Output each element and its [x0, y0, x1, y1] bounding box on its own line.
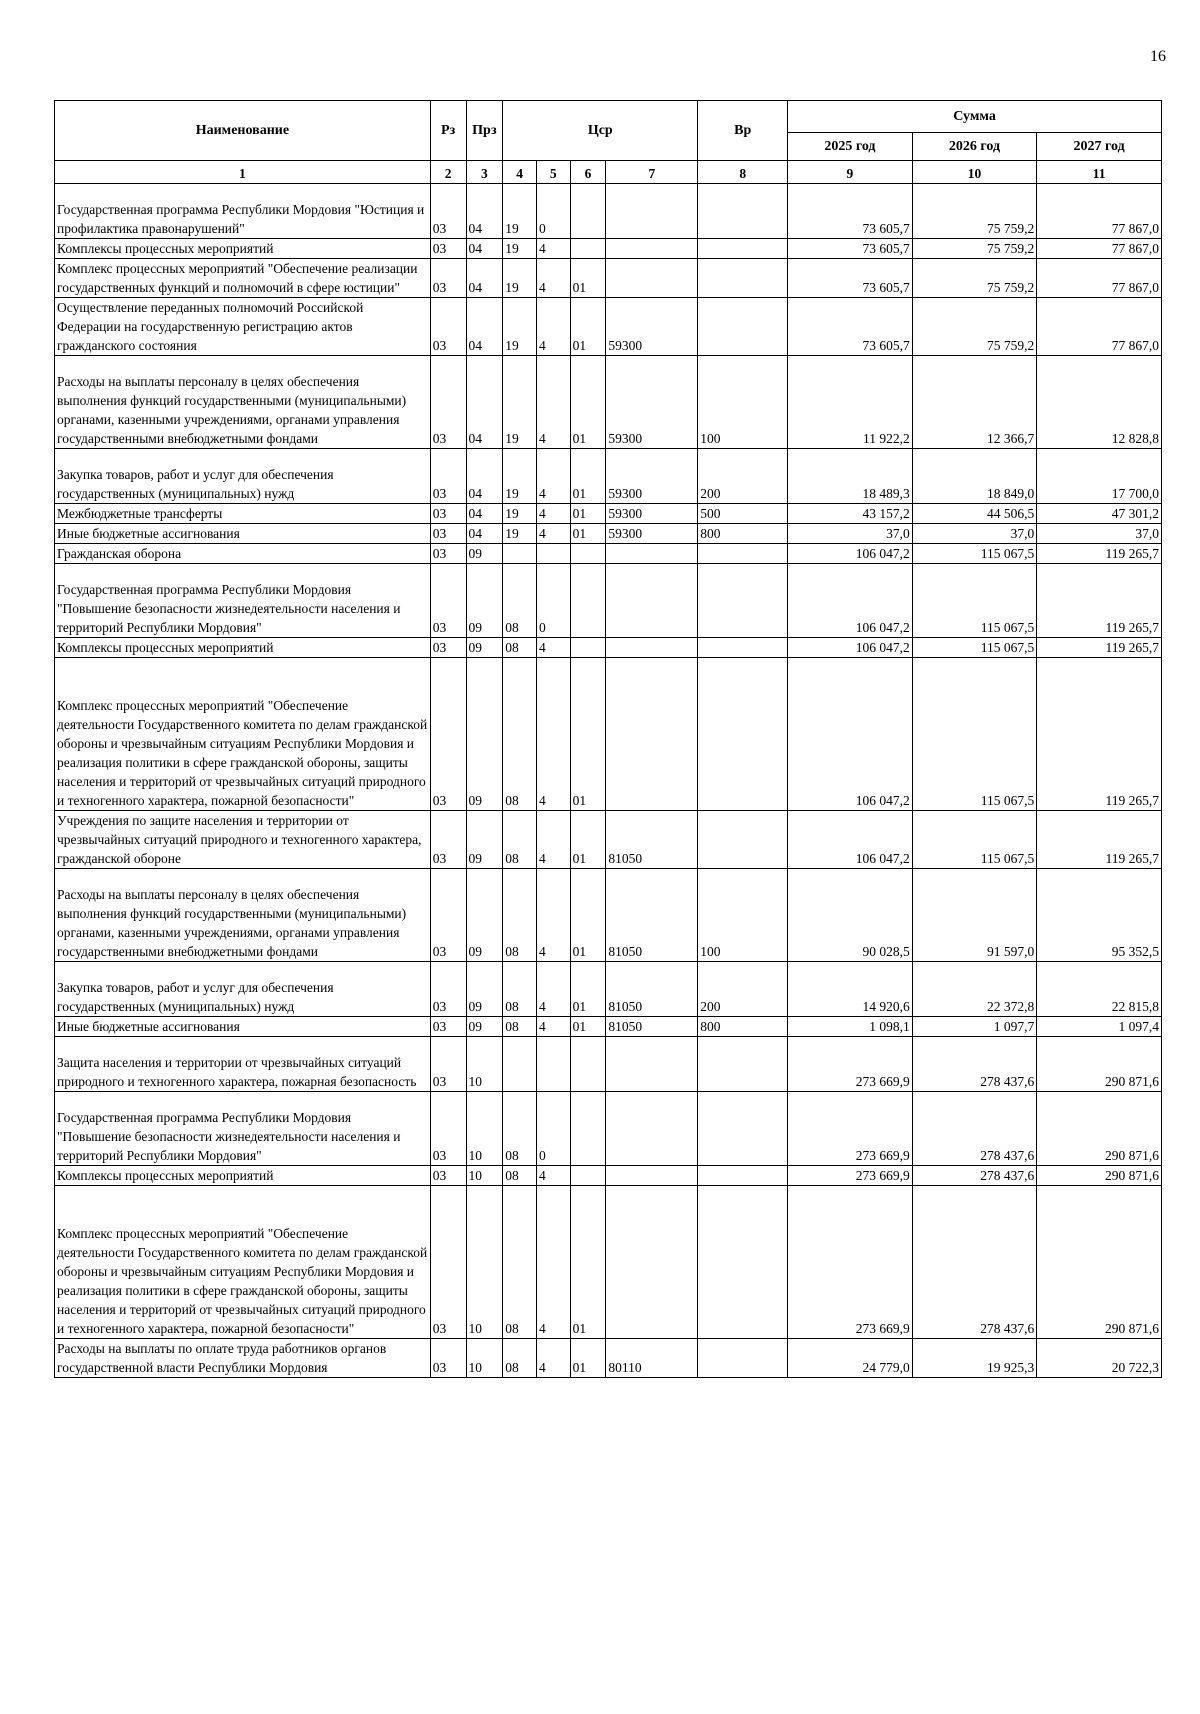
row-name: Иные бюджетные ассигнования — [55, 1017, 431, 1037]
column-number: 6 — [570, 161, 606, 184]
row-vr — [698, 564, 788, 638]
row-sum-2026: 75 759,2 — [912, 298, 1037, 356]
table-row — [55, 449, 1162, 504]
header-name: Наименование — [55, 101, 431, 161]
row-vr — [698, 259, 788, 298]
row-vr: 800 — [698, 524, 788, 544]
row-prz: 04 — [466, 504, 503, 524]
row-sum-2025: 90 028,5 — [788, 869, 913, 962]
row-vr — [698, 1092, 788, 1166]
row-sum-2026: 115 067,5 — [912, 811, 1037, 869]
row-vr — [698, 544, 788, 564]
row-vr — [698, 298, 788, 356]
table-row — [55, 638, 1162, 658]
row-vr — [698, 811, 788, 869]
row-name: Гражданская оборона — [55, 544, 431, 564]
table-row — [55, 1339, 1162, 1378]
row-sum-2026: 44 506,5 — [912, 504, 1037, 524]
row-rz: 03 — [430, 298, 466, 356]
row-tsr-complex: 01 — [570, 449, 606, 504]
column-number: 11 — [1037, 161, 1162, 184]
row-sum-2027: 119 265,7 — [1037, 638, 1162, 658]
row-prz: 04 — [466, 184, 503, 239]
row-tsr-complex: 01 — [570, 1186, 606, 1339]
row-tsr-direction: 59300 — [606, 504, 698, 524]
row-tsr-type: 4 — [536, 504, 570, 524]
row-name: Комплексы процессных мероприятий — [55, 638, 431, 658]
row-sum-2027: 119 265,7 — [1037, 811, 1162, 869]
row-tsr-complex: 01 — [570, 962, 606, 1017]
row-rz: 03 — [430, 524, 466, 544]
row-tsr-direction: 81050 — [606, 1017, 698, 1037]
row-tsr-complex — [570, 239, 606, 259]
row-name: Расходы на выплаты персоналу в целях обеспечения выполнения функций государственными (муниципальными) органами, казенными учреждениями, органами управления государственными внебюджетными фондами — [55, 356, 431, 449]
row-prz: 09 — [466, 638, 503, 658]
row-tsr-program: 08 — [503, 658, 537, 811]
row-sum-2027: 119 265,7 — [1037, 564, 1162, 638]
row-rz: 03 — [430, 1037, 466, 1092]
row-rz: 03 — [430, 544, 466, 564]
column-number: 10 — [912, 161, 1037, 184]
row-tsr-complex: 01 — [570, 504, 606, 524]
row-tsr-program: 19 — [503, 356, 537, 449]
row-tsr-complex: 01 — [570, 1339, 606, 1378]
row-sum-2026: 115 067,5 — [912, 544, 1037, 564]
row-tsr-direction: 59300 — [606, 449, 698, 504]
header-year-2027: 2027 год — [1037, 133, 1162, 161]
row-sum-2025: 43 157,2 — [788, 504, 913, 524]
row-sum-2026: 91 597,0 — [912, 869, 1037, 962]
row-sum-2027: 290 871,6 — [1037, 1186, 1162, 1339]
table-row — [55, 524, 1162, 544]
row-tsr-complex — [570, 1037, 606, 1092]
column-number: 9 — [788, 161, 913, 184]
row-prz: 04 — [466, 259, 503, 298]
row-rz: 03 — [430, 1092, 466, 1166]
row-name: Государственная программа Республики Мордовия "Юстиция и профилактика правонарушений" — [55, 184, 431, 239]
column-number: 5 — [536, 161, 570, 184]
row-rz: 03 — [430, 239, 466, 259]
row-sum-2026: 115 067,5 — [912, 564, 1037, 638]
row-tsr-direction — [606, 1092, 698, 1166]
row-sum-2025: 18 489,3 — [788, 449, 913, 504]
row-rz: 03 — [430, 1339, 466, 1378]
table-row — [55, 1017, 1162, 1037]
row-name: Межбюджетные трансферты — [55, 504, 431, 524]
row-prz: 04 — [466, 298, 503, 356]
row-tsr-complex: 01 — [570, 869, 606, 962]
row-tsr-type: 4 — [536, 524, 570, 544]
row-sum-2025: 273 669,9 — [788, 1186, 913, 1339]
row-tsr-type: 4 — [536, 1186, 570, 1339]
row-tsr-program: 19 — [503, 524, 537, 544]
row-tsr-complex: 01 — [570, 298, 606, 356]
column-number-row — [55, 161, 1162, 184]
row-vr: 200 — [698, 449, 788, 504]
row-prz: 09 — [466, 658, 503, 811]
row-name: Расходы на выплаты персоналу в целях обеспечения выполнения функций государственными (муниципальными) органами, казенными учреждениями, органами управления государственными внебюджетными фондами — [55, 869, 431, 962]
row-tsr-complex — [570, 1166, 606, 1186]
row-tsr-type: 0 — [536, 184, 570, 239]
row-name: Закупка товаров, работ и услуг для обеспечения государственных (муниципальных) нужд — [55, 962, 431, 1017]
row-tsr-direction: 59300 — [606, 356, 698, 449]
row-sum-2026: 115 067,5 — [912, 658, 1037, 811]
row-tsr-program: 08 — [503, 564, 537, 638]
row-tsr-type: 4 — [536, 449, 570, 504]
row-rz: 03 — [430, 1017, 466, 1037]
row-tsr-complex: 01 — [570, 1017, 606, 1037]
row-tsr-type: 4 — [536, 869, 570, 962]
row-tsr-direction: 80110 — [606, 1339, 698, 1378]
row-sum-2026: 278 437,6 — [912, 1186, 1037, 1339]
row-prz: 10 — [466, 1186, 503, 1339]
row-tsr-direction — [606, 544, 698, 564]
row-sum-2025: 14 920,6 — [788, 962, 913, 1017]
row-sum-2025: 106 047,2 — [788, 811, 913, 869]
row-tsr-program: 19 — [503, 184, 537, 239]
table-row — [55, 356, 1162, 449]
row-sum-2026: 75 759,2 — [912, 184, 1037, 239]
page-number: 16 — [1150, 48, 1166, 65]
row-tsr-direction — [606, 259, 698, 298]
row-vr — [698, 638, 788, 658]
table-row — [55, 1166, 1162, 1186]
row-name: Государственная программа Республики Мордовия "Повышение безопасности жизнедеятельности населения и территорий Республики Мордовия" — [55, 564, 431, 638]
row-sum-2027: 119 265,7 — [1037, 544, 1162, 564]
table-row — [55, 239, 1162, 259]
row-rz: 03 — [430, 449, 466, 504]
row-tsr-complex: 01 — [570, 524, 606, 544]
row-prz: 04 — [466, 239, 503, 259]
row-sum-2026: 19 925,3 — [912, 1339, 1037, 1378]
header-year-2025: 2025 год — [788, 133, 913, 161]
row-sum-2027: 37,0 — [1037, 524, 1162, 544]
row-tsr-program — [503, 544, 537, 564]
row-rz: 03 — [430, 638, 466, 658]
row-tsr-type: 4 — [536, 239, 570, 259]
row-tsr-program: 08 — [503, 1186, 537, 1339]
header-prz: Прз — [466, 101, 503, 161]
row-name: Комплекс процессных мероприятий "Обеспечение реализации государственных функций и полномочий в сфере юстиции" — [55, 259, 431, 298]
row-tsr-direction: 81050 — [606, 811, 698, 869]
table-row — [55, 259, 1162, 298]
row-vr: 800 — [698, 1017, 788, 1037]
row-name: Комплексы процессных мероприятий — [55, 1166, 431, 1186]
row-tsr-program: 19 — [503, 504, 537, 524]
row-tsr-type: 4 — [536, 1166, 570, 1186]
row-sum-2025: 1 098,1 — [788, 1017, 913, 1037]
row-prz: 09 — [466, 564, 503, 638]
table-row — [55, 184, 1162, 239]
row-sum-2026: 278 437,6 — [912, 1092, 1037, 1166]
row-tsr-complex — [570, 638, 606, 658]
row-prz: 10 — [466, 1166, 503, 1186]
column-number: 8 — [698, 161, 788, 184]
row-sum-2027: 77 867,0 — [1037, 184, 1162, 239]
row-tsr-program: 19 — [503, 259, 537, 298]
row-sum-2025: 106 047,2 — [788, 544, 913, 564]
row-tsr-program: 08 — [503, 1166, 537, 1186]
row-sum-2027: 290 871,6 — [1037, 1037, 1162, 1092]
row-sum-2027: 290 871,6 — [1037, 1092, 1162, 1166]
table-row — [55, 564, 1162, 638]
row-sum-2027: 77 867,0 — [1037, 239, 1162, 259]
row-sum-2025: 273 669,9 — [788, 1092, 913, 1166]
row-vr: 100 — [698, 356, 788, 449]
row-rz: 03 — [430, 504, 466, 524]
row-tsr-type: 4 — [536, 1017, 570, 1037]
column-number: 2 — [430, 161, 466, 184]
row-tsr-complex: 01 — [570, 811, 606, 869]
row-tsr-direction — [606, 184, 698, 239]
row-name: Комплекс процессных мероприятий "Обеспечение деятельности Государственного комитета по делам гражданской обороны и чрезвычайным ситуациям Республики Мордовия и реализация политики в сфере гражданской обороны, защиты населения и территорий от чрезвычайных ситуаций природного и техногенного характера, пожарной безопасности" — [55, 658, 431, 811]
row-tsr-complex: 01 — [570, 356, 606, 449]
row-sum-2026: 75 759,2 — [912, 259, 1037, 298]
row-tsr-complex — [570, 564, 606, 638]
table-row — [55, 811, 1162, 869]
row-sum-2025: 106 047,2 — [788, 658, 913, 811]
row-vr — [698, 1166, 788, 1186]
row-tsr-program: 08 — [503, 638, 537, 658]
row-rz: 03 — [430, 1166, 466, 1186]
row-sum-2026: 115 067,5 — [912, 638, 1037, 658]
row-name: Закупка товаров, работ и услуг для обеспечения государственных (муниципальных) нужд — [55, 449, 431, 504]
column-number: 4 — [503, 161, 537, 184]
row-vr: 500 — [698, 504, 788, 524]
row-tsr-program: 08 — [503, 1017, 537, 1037]
header-tsr: Цср — [503, 101, 698, 161]
row-prz: 09 — [466, 962, 503, 1017]
row-tsr-type: 4 — [536, 298, 570, 356]
row-prz: 10 — [466, 1339, 503, 1378]
row-prz: 10 — [466, 1037, 503, 1092]
row-tsr-type: 4 — [536, 962, 570, 1017]
row-tsr-type: 0 — [536, 1092, 570, 1166]
row-tsr-direction — [606, 1037, 698, 1092]
row-sum-2027: 22 815,8 — [1037, 962, 1162, 1017]
row-sum-2026: 1 097,7 — [912, 1017, 1037, 1037]
row-tsr-direction — [606, 1186, 698, 1339]
row-sum-2026: 75 759,2 — [912, 239, 1037, 259]
row-tsr-type — [536, 544, 570, 564]
row-sum-2025: 37,0 — [788, 524, 913, 544]
row-tsr-program: 19 — [503, 239, 537, 259]
row-tsr-complex — [570, 544, 606, 564]
row-vr — [698, 658, 788, 811]
row-name: Комплекс процессных мероприятий "Обеспечение деятельности Государственного комитета по делам гражданской обороны и чрезвычайным ситуациям Республики Мордовия и реализация политики в сфере гражданской обороны, защиты населения и территорий от чрезвычайных ситуаций природного и техногенного характера, пожарной безопасности" — [55, 1186, 431, 1339]
row-name: Учреждения по защите населения и территории от чрезвычайных ситуаций природного и техногенного характера, гражданской обороне — [55, 811, 431, 869]
row-tsr-complex: 01 — [570, 259, 606, 298]
row-sum-2027: 17 700,0 — [1037, 449, 1162, 504]
row-sum-2026: 18 849,0 — [912, 449, 1037, 504]
row-sum-2025: 24 779,0 — [788, 1339, 913, 1378]
row-tsr-direction — [606, 564, 698, 638]
row-tsr-direction — [606, 1166, 698, 1186]
row-sum-2027: 290 871,6 — [1037, 1166, 1162, 1186]
row-sum-2025: 273 669,9 — [788, 1037, 913, 1092]
row-vr: 200 — [698, 962, 788, 1017]
row-tsr-program: 08 — [503, 869, 537, 962]
row-tsr-program: 19 — [503, 298, 537, 356]
row-name: Комплексы процессных мероприятий — [55, 239, 431, 259]
row-sum-2026: 22 372,8 — [912, 962, 1037, 1017]
row-prz: 09 — [466, 811, 503, 869]
column-number: 1 — [55, 161, 431, 184]
row-vr — [698, 1339, 788, 1378]
row-name: Государственная программа Республики Мордовия "Повышение безопасности жизнедеятельности населения и территорий Республики Мордовия" — [55, 1092, 431, 1166]
row-vr — [698, 1186, 788, 1339]
row-tsr-direction — [606, 658, 698, 811]
row-tsr-complex — [570, 1092, 606, 1166]
row-tsr-program — [503, 1037, 537, 1092]
row-tsr-program: 08 — [503, 1092, 537, 1166]
row-tsr-direction: 81050 — [606, 962, 698, 1017]
row-tsr-program: 08 — [503, 1339, 537, 1378]
table-row — [55, 658, 1162, 811]
row-rz: 03 — [430, 869, 466, 962]
row-prz: 04 — [466, 356, 503, 449]
row-prz: 10 — [466, 1092, 503, 1166]
row-prz: 09 — [466, 544, 503, 564]
row-rz: 03 — [430, 658, 466, 811]
row-tsr-type — [536, 1037, 570, 1092]
row-tsr-direction — [606, 638, 698, 658]
header-summa: Сумма — [788, 101, 1162, 133]
row-sum-2026: 278 437,6 — [912, 1166, 1037, 1186]
table-row — [55, 869, 1162, 962]
row-prz: 09 — [466, 869, 503, 962]
row-tsr-type: 4 — [536, 1339, 570, 1378]
row-vr — [698, 184, 788, 239]
row-tsr-type: 4 — [536, 356, 570, 449]
table-row — [55, 962, 1162, 1017]
row-sum-2025: 73 605,7 — [788, 184, 913, 239]
row-sum-2025: 73 605,7 — [788, 239, 913, 259]
row-rz: 03 — [430, 259, 466, 298]
row-name: Осуществление переданных полномочий Российской Федерации на государственную регистрацию актов гражданского состояния — [55, 298, 431, 356]
row-sum-2026: 37,0 — [912, 524, 1037, 544]
row-rz: 03 — [430, 184, 466, 239]
row-vr: 100 — [698, 869, 788, 962]
row-sum-2025: 106 047,2 — [788, 638, 913, 658]
row-name: Иные бюджетные ассигнования — [55, 524, 431, 544]
row-tsr-program: 08 — [503, 811, 537, 869]
row-sum-2027: 119 265,7 — [1037, 658, 1162, 811]
row-tsr-type: 4 — [536, 259, 570, 298]
row-prz: 04 — [466, 524, 503, 544]
row-tsr-direction: 81050 — [606, 869, 698, 962]
row-tsr-direction — [606, 239, 698, 259]
row-sum-2027: 95 352,5 — [1037, 869, 1162, 962]
row-tsr-direction: 59300 — [606, 524, 698, 544]
row-name: Расходы на выплаты по оплате труда работников органов государственной власти Республики Мордовия — [55, 1339, 431, 1378]
table-row — [55, 1092, 1162, 1166]
budget-table — [54, 100, 1162, 1378]
row-sum-2027: 77 867,0 — [1037, 259, 1162, 298]
row-tsr-complex: 01 — [570, 658, 606, 811]
row-sum-2027: 47 301,2 — [1037, 504, 1162, 524]
table-row — [55, 544, 1162, 564]
row-sum-2025: 73 605,7 — [788, 259, 913, 298]
column-number: 3 — [466, 161, 503, 184]
row-rz: 03 — [430, 962, 466, 1017]
row-vr — [698, 1037, 788, 1092]
row-tsr-program: 08 — [503, 962, 537, 1017]
row-tsr-type: 4 — [536, 638, 570, 658]
row-prz: 04 — [466, 449, 503, 504]
row-sum-2025: 11 922,2 — [788, 356, 913, 449]
header-vr: Вр — [698, 101, 788, 161]
row-sum-2025: 273 669,9 — [788, 1166, 913, 1186]
row-sum-2027: 20 722,3 — [1037, 1339, 1162, 1378]
table-row — [55, 504, 1162, 524]
row-sum-2027: 12 828,8 — [1037, 356, 1162, 449]
row-tsr-type: 4 — [536, 811, 570, 869]
row-sum-2025: 73 605,7 — [788, 298, 913, 356]
header-year-2026: 2026 год — [912, 133, 1037, 161]
row-sum-2026: 12 366,7 — [912, 356, 1037, 449]
row-sum-2027: 1 097,4 — [1037, 1017, 1162, 1037]
row-tsr-direction: 59300 — [606, 298, 698, 356]
row-rz: 03 — [430, 564, 466, 638]
table-row — [55, 1186, 1162, 1339]
row-rz: 03 — [430, 356, 466, 449]
table-row — [55, 1037, 1162, 1092]
row-rz: 03 — [430, 811, 466, 869]
row-vr — [698, 239, 788, 259]
row-tsr-type: 4 — [536, 658, 570, 811]
row-sum-2027: 77 867,0 — [1037, 298, 1162, 356]
row-sum-2026: 278 437,6 — [912, 1037, 1037, 1092]
row-tsr-type: 0 — [536, 564, 570, 638]
row-name: Защита населения и территории от чрезвычайных ситуаций природного и техногенного характера, пожарная безопасность — [55, 1037, 431, 1092]
header-rz: Рз — [430, 101, 466, 161]
column-number: 7 — [606, 161, 698, 184]
row-prz: 09 — [466, 1017, 503, 1037]
row-rz: 03 — [430, 1186, 466, 1339]
row-sum-2025: 106 047,2 — [788, 564, 913, 638]
row-tsr-program: 19 — [503, 449, 537, 504]
row-tsr-complex — [570, 184, 606, 239]
table-row — [55, 298, 1162, 356]
